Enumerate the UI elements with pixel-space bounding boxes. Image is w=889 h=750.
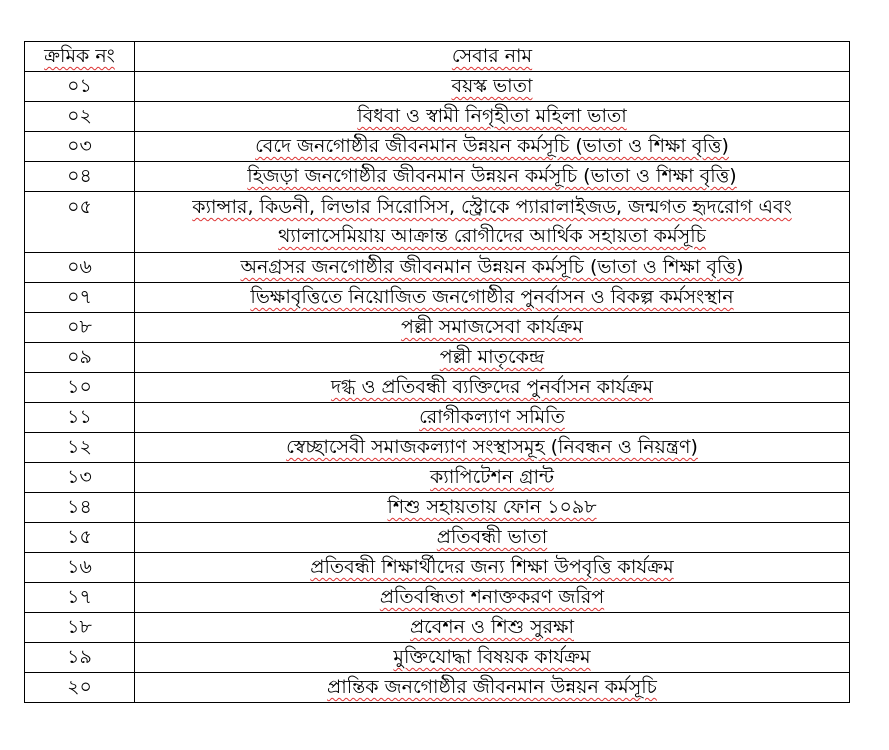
service-cell — [135, 403, 850, 433]
serial-cell: ০১ — [25, 72, 135, 102]
service-cell — [135, 433, 850, 463]
table-row — [25, 403, 850, 433]
serial-cell: ১৬ — [25, 553, 135, 583]
table-row — [25, 283, 850, 313]
serial-cell: ০৮ — [25, 313, 135, 343]
serial-cell: ১৭ — [25, 583, 135, 613]
service-cell — [135, 162, 850, 192]
service-name: রোগীকল্যাণ সমিতি — [419, 406, 565, 428]
services-table — [24, 41, 850, 703]
service-name: পল্লী সমাজসেবা কার্যক্রম — [401, 316, 583, 338]
service-name: প্রবেশন ও শিশু সুরক্ষা — [409, 616, 574, 638]
table-header-row — [25, 42, 850, 72]
service-cell — [135, 553, 850, 583]
table-row — [25, 373, 850, 403]
table-row — [25, 463, 850, 493]
table-row — [25, 72, 850, 102]
service-cell — [135, 673, 850, 703]
service-cell — [135, 313, 850, 343]
table-row — [25, 102, 850, 132]
service-name: প্রান্তিক জনগোষ্ঠীর জীবনমান উন্নয়ন কর্মসূচি — [327, 676, 657, 698]
serial-cell: ০৭ — [25, 283, 135, 313]
table-row — [25, 523, 850, 553]
table-row — [25, 493, 850, 523]
serial-cell: ১২ — [25, 433, 135, 463]
table-row — [25, 583, 850, 613]
serial-cell: ০৬ — [25, 253, 135, 283]
service-cell — [135, 253, 850, 283]
service-name: পল্লী মাতৃকেন্দ্র — [439, 346, 545, 368]
service-name: প্রতিবন্ধিতা শনাক্তকরণ জরিপ — [379, 586, 605, 608]
table-row — [25, 673, 850, 703]
table-row — [25, 253, 850, 283]
table-body — [25, 72, 850, 703]
service-name: প্রতিবন্ধী শিক্ষার্থীদের জন্য শিক্ষা উপবৃত্তি কার্যক্রম — [310, 556, 674, 578]
serial-cell: ১১ — [25, 403, 135, 433]
service-cell — [135, 132, 850, 162]
service-cell — [135, 463, 850, 493]
service-cell — [135, 72, 850, 102]
serial-cell: ১৪ — [25, 493, 135, 523]
serial-cell: ১০ — [25, 373, 135, 403]
serial-cell: ১৯ — [25, 643, 135, 673]
header-service-name — [135, 42, 850, 72]
serial-cell: ১৩ — [25, 463, 135, 493]
service-cell — [135, 523, 850, 553]
service-cell — [135, 283, 850, 313]
serial-cell: ০৯ — [25, 343, 135, 373]
header-service-label: সেবার নাম — [451, 45, 533, 67]
table-row — [25, 313, 850, 343]
table-row — [25, 433, 850, 463]
service-name: ভিক্ষাবৃত্তিতে নিয়োজিত জনগোষ্ঠীর পুনর্বাসন ও বিকল্প কর্মসংস্থান — [250, 286, 734, 308]
serial-cell: ১৮ — [25, 613, 135, 643]
service-name: দগ্ধ ও প্রতিবন্ধী ব্যক্তিদের পুনর্বাসন কার্যক্রম — [331, 376, 653, 398]
service-name: স্বেচ্ছাসেবী সমাজকল্যাণ সংস্থাসমূহ (নিবন্ধন ও নিয়ন্ত্রণ) — [286, 436, 698, 458]
serial-cell: ২০ — [25, 673, 135, 703]
service-name: প্রতিবন্ধী ভাতা — [436, 526, 548, 548]
serial-cell: ০২ — [25, 102, 135, 132]
serial-cell: ০৫ — [25, 192, 135, 253]
serial-cell: ১৫ — [25, 523, 135, 553]
service-name: ক্যান্সার, কিডনী, লিভার সিরোসিস, স্ট্রোকে প্যারালাইজড, জন্মগত হৃদরোগ এবং থ্যালাসেমিয়ায় আক্রান্ত রোগীদের আর্থিক সহায়তা কর্মসূচি — [192, 196, 792, 247]
service-name: ক্যাপিটেশন গ্রান্ট — [430, 466, 554, 488]
service-cell — [135, 102, 850, 132]
table-row — [25, 192, 850, 253]
service-name: বেদে জনগোষ্ঠীর জীবনমান উন্নয়ন কর্মসূচি (ভাতা ও শিক্ষা বৃত্তি) — [255, 135, 729, 157]
service-cell — [135, 192, 850, 253]
table-row — [25, 162, 850, 192]
table-row — [25, 613, 850, 643]
service-cell — [135, 493, 850, 523]
table-row — [25, 343, 850, 373]
service-name: অনগ্রসর জনগোষ্ঠীর জীবনমান উন্নয়ন কর্মসূচি (ভাতা ও শিক্ষা বৃত্তি) — [240, 256, 744, 278]
table-row — [25, 643, 850, 673]
service-cell — [135, 613, 850, 643]
serial-cell: ০৩ — [25, 132, 135, 162]
service-cell — [135, 343, 850, 373]
service-name: শিশু সহায়তায় ফোন ১০৯৮ — [387, 496, 597, 518]
table-row — [25, 132, 850, 162]
service-name: মুক্তিযোদ্ধা বিষয়ক কার্যক্রম — [393, 646, 591, 668]
table-row — [25, 553, 850, 583]
service-cell — [135, 373, 850, 403]
service-name: হিজড়া জনগোষ্ঠীর জীবনমান উন্নয়ন কর্মসূচি (ভাতা ও শিক্ষা বৃত্তি) — [247, 165, 737, 187]
service-name: বিধবা ও স্বামী নিগৃহীতা মহিলা ভাতা — [357, 105, 627, 127]
serial-cell: ০৪ — [25, 162, 135, 192]
service-cell — [135, 643, 850, 673]
service-cell — [135, 583, 850, 613]
header-serial-label: ক্রমিক নং — [44, 45, 115, 67]
service-name: বয়স্ক ভাতা — [451, 75, 533, 97]
header-serial-number — [25, 42, 135, 72]
